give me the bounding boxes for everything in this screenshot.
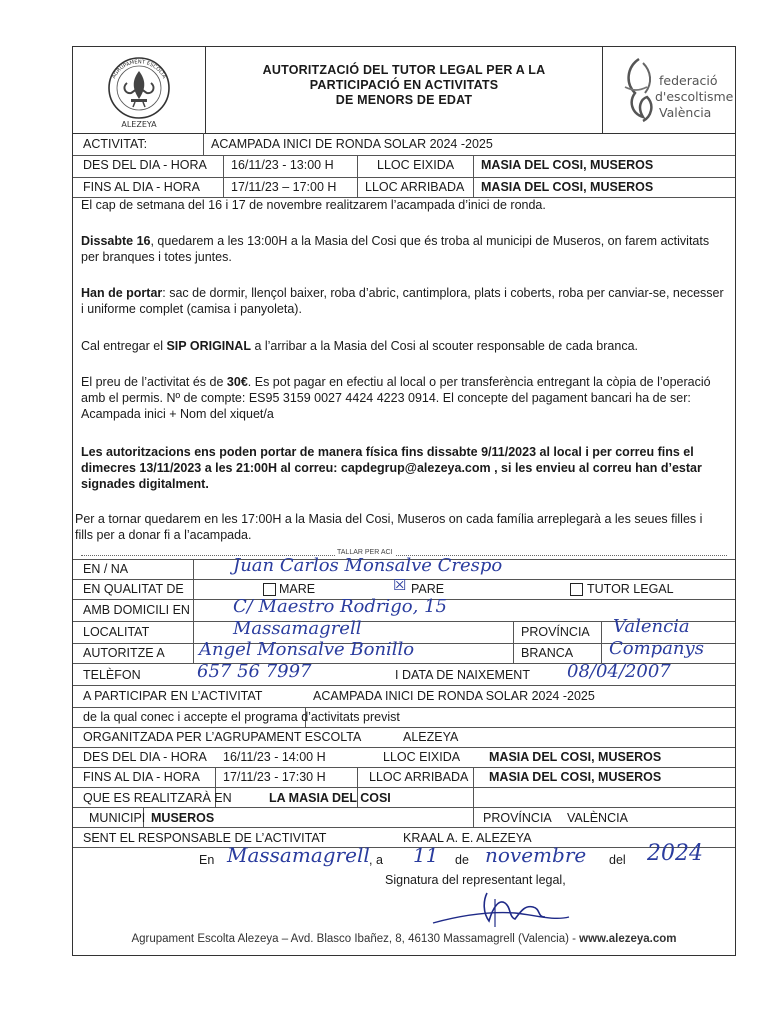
branca-value[interactable]: Companys bbox=[609, 638, 704, 659]
divider bbox=[73, 827, 735, 828]
organitzada-label: ORGANITZADA PER L’AGRUPAMENT ESCOLTA bbox=[83, 730, 362, 744]
fev-logo bbox=[602, 47, 735, 133]
divider bbox=[203, 133, 204, 155]
des-label: DES DEL DIA - HORA bbox=[83, 158, 207, 172]
pare-label: PARE bbox=[411, 582, 445, 596]
domicili-label: AMB DOMICILI EN bbox=[83, 603, 190, 617]
lloc-arribada2-value: MASIA DEL COSI, MUSEROS bbox=[489, 770, 662, 784]
localitat-value[interactable]: Massamagrell bbox=[233, 618, 362, 639]
provincia2-label: PROVÍNCIA bbox=[483, 811, 552, 825]
paragraph-portar: Han de portar: sac de dormir, llençol baixer, roba d’abric, cantimplora, plats i coberts, roba per canviar-se, necesser i uniforme complet (camisa i panyoleta). bbox=[81, 286, 724, 316]
fins2-value: 17/11/23 - 17:30 H bbox=[223, 770, 326, 784]
en-value[interactable]: Massamagrell bbox=[227, 843, 370, 867]
de-label: de bbox=[455, 853, 469, 867]
activitat-label: ACTIVITAT: bbox=[83, 137, 148, 151]
lloc-eixida2-value: MASIA DEL COSI, MUSEROS bbox=[489, 750, 662, 764]
autoritze-label: AUTORITZE A bbox=[83, 646, 165, 660]
municipi-label: MUNICIPI bbox=[89, 811, 146, 825]
organitzada-value: ALEZEYA bbox=[403, 730, 459, 744]
naixement-value[interactable]: 08/04/2007 bbox=[567, 661, 671, 682]
divider bbox=[357, 155, 358, 197]
fins-value: 17/11/23 – 17:00 H bbox=[231, 180, 337, 194]
autoritze-value[interactable]: Angel Monsalve Bonillo bbox=[199, 639, 415, 660]
participar-label: A PARTICIPAR EN L’ACTIVITAT bbox=[83, 689, 263, 703]
des2-label: DES DEL DIA - HORA bbox=[83, 750, 207, 764]
tutor-label: TUTOR LEGAL bbox=[587, 582, 674, 596]
alezeya-logo bbox=[73, 47, 206, 133]
form-header bbox=[73, 47, 735, 134]
mare-label: MARE bbox=[279, 582, 316, 596]
lloc-arribada2-label: LLOC ARRIBADA bbox=[369, 770, 469, 784]
qualitat-label: EN QUALITAT DE bbox=[83, 582, 184, 596]
signature bbox=[425, 887, 575, 933]
mes-value[interactable]: novembre bbox=[485, 843, 587, 867]
branca-label: BRANCA bbox=[521, 646, 574, 660]
pare-checkbox[interactable]: ☒ bbox=[393, 577, 407, 594]
tutor-checkbox[interactable] bbox=[570, 583, 583, 596]
form-title: AUTORITZACIÓ DEL TUTOR LEGAL PER A LA PARTICIPACIÓ EN ACTIVITATS DE MENORS DE EDAT bbox=[262, 63, 546, 107]
paragraph-dissabte: Dissabte 16, quedarem a les 13:00H a la Masia del Cosi que és troba al municipi de Museros, on farem activitats per branques i totes juntes. bbox=[81, 234, 710, 264]
divider bbox=[193, 559, 194, 663]
cut-label: TALLAR PER ACI bbox=[337, 549, 393, 556]
divider bbox=[601, 621, 602, 663]
lloc-eixida-value: MASIA DEL COSI, MUSEROS bbox=[481, 158, 654, 172]
provincia-label: PROVÍNCIA bbox=[521, 625, 590, 639]
responsable-value: KRAAL A. E. ALEZEYA bbox=[403, 831, 532, 845]
divider bbox=[73, 847, 735, 848]
divider bbox=[473, 807, 474, 827]
paragraph-autoritzacions: Les autoritzacions ens poden portar de manera física fins dissabte 9/11/2023 al local i per correu fins el dimecres 13/11/2023 a les 21:00H al correu: capdegrup@alezeya.com , si les envieu al correu han d’estar signades digitalment. bbox=[81, 445, 702, 491]
mare-checkbox[interactable] bbox=[263, 583, 276, 596]
provincia2-value: VALÈNCIA bbox=[567, 811, 628, 825]
municipi-value: MUSEROS bbox=[151, 811, 215, 825]
realitzara-value: LA MASIA DEL COSI bbox=[269, 791, 391, 805]
provincia-value[interactable]: Valencia bbox=[613, 616, 690, 637]
svg-text:ALEZEYA: ALEZEYA bbox=[121, 120, 157, 129]
lloc-eixida-label: LLOC EIXIDA bbox=[377, 158, 455, 172]
paragraph-preu: El preu de l’activitat és de 30€. Es pot pagar en efectiu al local o per transferència entregant la còpia de l’operació amb el permis. Nº de compte: ES95 3159 0027 4424 4223 0914. El concepte del pagament bancari ha de ser: Acampada inici + Nom del xiquet/a bbox=[81, 375, 711, 421]
del-label: del bbox=[609, 853, 626, 867]
divider bbox=[473, 155, 474, 197]
en-label: En bbox=[199, 853, 215, 867]
realitzara-label: QUE ES REALITZARÀ EN bbox=[83, 791, 232, 805]
svg-text:AGRUPAMENT ESCOLTA: AGRUPAMENT ESCOLTA bbox=[111, 59, 167, 80]
paragraph-intro: El cap de setmana del 16 i 17 de novembre realitzarem l’acampada d’inici de ronda. bbox=[81, 198, 546, 212]
domicili-value[interactable]: C/ Maestro Rodrigo, 15 bbox=[233, 596, 447, 617]
naixement-label: I DATA DE NAIXEMENT bbox=[395, 668, 530, 682]
activitat-value: ACAMPADA INICI DE RONDA SOLAR 2024 -2025 bbox=[211, 137, 493, 151]
fins2-label: FINS AL DIA - HORA bbox=[83, 770, 200, 784]
telefon-label: TELÈFON bbox=[83, 668, 141, 682]
svg-text:València: València bbox=[659, 105, 712, 120]
lloc-eixida2-label: LLOC EIXIDA bbox=[383, 750, 461, 764]
svg-text:d'escoltisme: d'escoltisme bbox=[655, 89, 734, 104]
divider bbox=[513, 621, 514, 663]
fins-label: FINS AL DIA - HORA bbox=[83, 180, 200, 194]
responsable-label: SENT EL RESPONSABLE DE L’ACTIVITAT bbox=[83, 831, 327, 845]
divider bbox=[223, 155, 224, 197]
en-na-label: EN / NA bbox=[83, 562, 129, 576]
divider bbox=[73, 685, 735, 686]
signatura-label: Signatura del representant legal, bbox=[385, 873, 566, 887]
divider bbox=[473, 767, 474, 807]
localitat-label: LOCALITAT bbox=[83, 625, 150, 639]
divider bbox=[73, 807, 735, 808]
svg-text:federació: federació bbox=[659, 73, 718, 88]
divider bbox=[73, 787, 735, 788]
a-label: , a bbox=[369, 853, 383, 867]
participar-value: ACAMPADA INICI DE RONDA SOLAR 2024 -2025 bbox=[313, 689, 595, 703]
authorization-form bbox=[72, 46, 736, 956]
des2-value: 16/11/23 - 14:00 H bbox=[223, 750, 326, 764]
paragraph-sip: Cal entregar el SIP ORIGINAL a l’arribar a la Masia del Cosi al scouter responsable de cada branca. bbox=[81, 339, 638, 353]
footer: Agrupament Escolta Alezeya – Avd. Blasco Ibañez, 8, 46130 Massamagrell (Valencia) - www.alezeya.com bbox=[131, 933, 677, 945]
des-value: 16/11/23 - 13:00 H bbox=[231, 158, 334, 172]
programa-text: de la qual conec i accepte el programa d’activitats previst bbox=[83, 710, 400, 724]
lloc-arribada-label: LLOC ARRIBADA bbox=[365, 180, 465, 194]
telefon-value[interactable]: 657 56 7997 bbox=[197, 661, 312, 682]
paragraph-tornar: Per a tornar quedarem en les 17:00H a la Masia del Cosi, Museros on cada família arreplegarà a les seues filles i fills per a donar fi a l’acampada. bbox=[75, 512, 703, 542]
dia-value[interactable]: 11 bbox=[413, 843, 439, 867]
lloc-arribada-value: MASIA DEL COSI, MUSEROS bbox=[481, 180, 654, 194]
any-value[interactable]: 2024 bbox=[647, 841, 703, 866]
en-na-value[interactable]: Juan Carlos Monsalve Crespo bbox=[233, 555, 503, 576]
